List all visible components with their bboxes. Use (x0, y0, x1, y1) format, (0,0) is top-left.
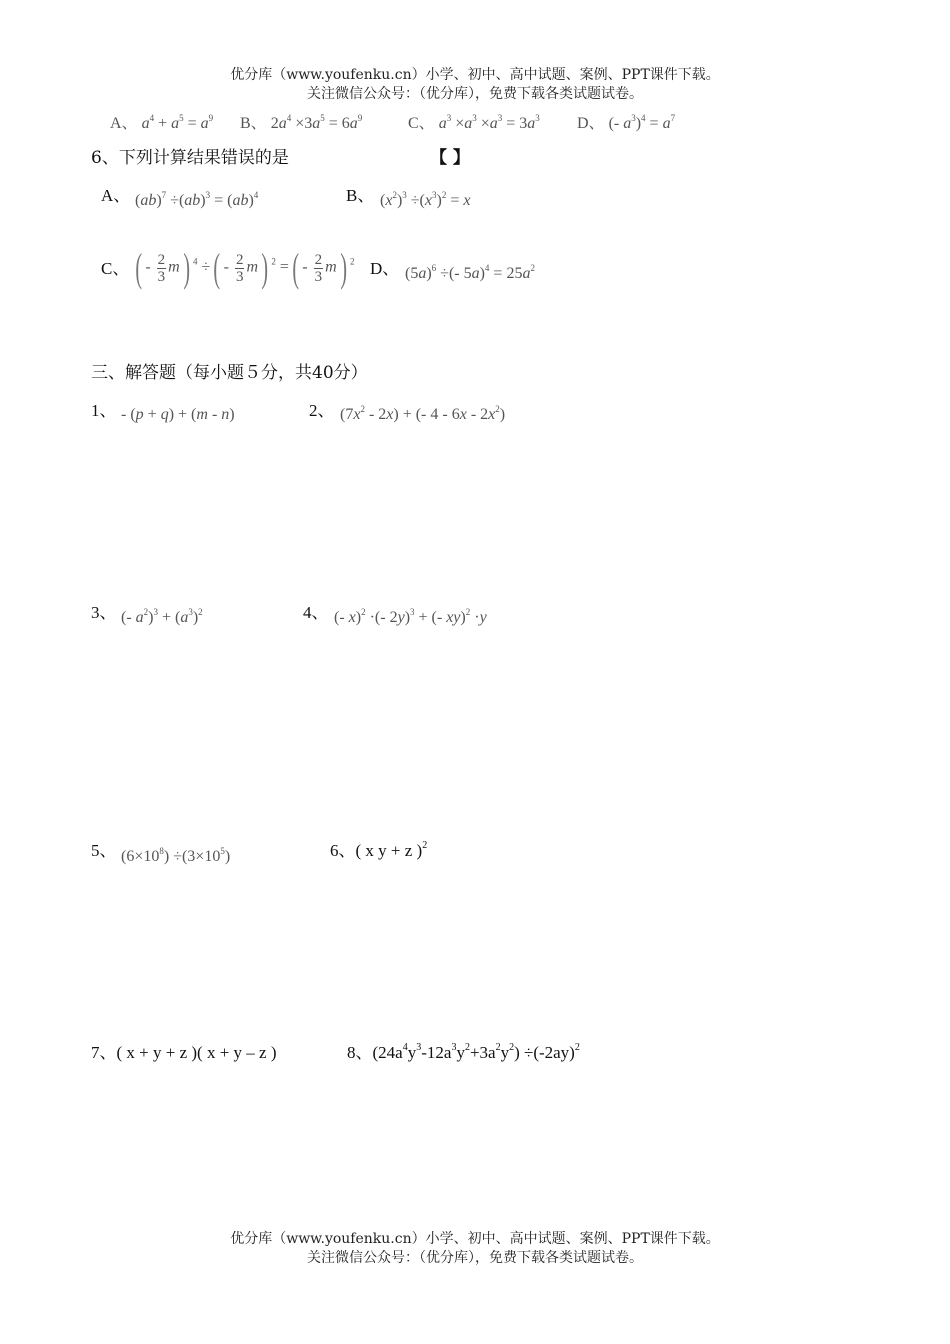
problem-4-label: 4、 (303, 603, 329, 622)
problem-4-expr: (- x)$^2$ ·(- 2y)$^3$ + (- xy)$^2$ ·y (334, 607, 487, 626)
header-line-2: 关注微信公众号：（优分库），免费下载各类试题试卷。 (307, 86, 643, 102)
q6-stem: 6、下列计算结果错误的是 (91, 148, 289, 168)
footer-line-2: 关注微信公众号：（优分库），免费下载各类试题试卷。 (307, 1250, 643, 1266)
q6-option-c-label: C、 (101, 259, 130, 278)
q5-option-a: A、 $a^4 + a^5 = a^9$ (110, 113, 214, 132)
q6-option-d-expr: $(5a)^6$ ÷(- $5a)^4 = 25a^2$ (405, 263, 535, 282)
q6-option-a-label: A、 (101, 186, 131, 205)
problem-6: 6、( x y + z )$^2$ (330, 840, 428, 860)
problem-1-label: 1、 (91, 401, 117, 420)
problem-2-expr: $(7x^2 - 2x)$ + (- $4 - 6x - 2x^2$) (340, 404, 506, 423)
q5-option-c: C、 $a^3 \times a^3 \times a^3 = 3a^3$ (408, 113, 540, 132)
header-line-1: 优分库（www.youfenku.cn）小学、初中、高中试题、案例、PPT课件下载。 (230, 67, 720, 83)
q6-option-b-label: B、 (346, 186, 375, 205)
problem-2-label: 2、 (309, 401, 335, 420)
section-3-title: 三、解答题（每小题５分，共40分） (91, 363, 368, 383)
q6-option-b-expr: $(x^2)^3 \div(x^3)^2 = x$ (380, 190, 471, 209)
q6-option-d-label: D、 (370, 259, 400, 278)
q6-option-c-expr: ( - $\frac{2}{3}$ m) $^4$ ÷( - $\frac{2}{3}$ m) $^2$ =( - $\frac{2}{3}$ m) $^2$ (135, 245, 355, 290)
problem-5-expr: $(6\times 10^8) \div(3\times 10^5)$ (121, 846, 231, 865)
problem-3-expr: (- $a^2)^3 + (a^3)^2$ (121, 607, 203, 626)
q5-option-b: B、 $2a^4 \times 3a^5 = 6a^9$ (240, 113, 363, 132)
q6-answer-bracket: 【 】 (430, 148, 470, 168)
footer-line-1: 优分库（www.youfenku.cn）小学、初中、高中试题、案例、PPT课件下载。 (230, 1231, 720, 1247)
problem-3-label: 3、 (91, 603, 117, 622)
q5-option-d: D、 (- $a^3)^4 = a^7$ (577, 113, 676, 132)
problem-7: 7、( x + y + z )( x + y – z ) (91, 1043, 277, 1062)
problem-5-label: 5、 (91, 841, 117, 860)
problem-1-expr: - (p + q) + (m - n) (121, 406, 235, 423)
q6-option-a-expr: (ab)$^7$ ÷(ab)$^3$ = (ab)$^4$ (135, 190, 259, 209)
problem-8: 8、$(24a^4y^3-12a^3y^2+3a^2y^2) \div(-2ay)^2$ (347, 1042, 580, 1062)
